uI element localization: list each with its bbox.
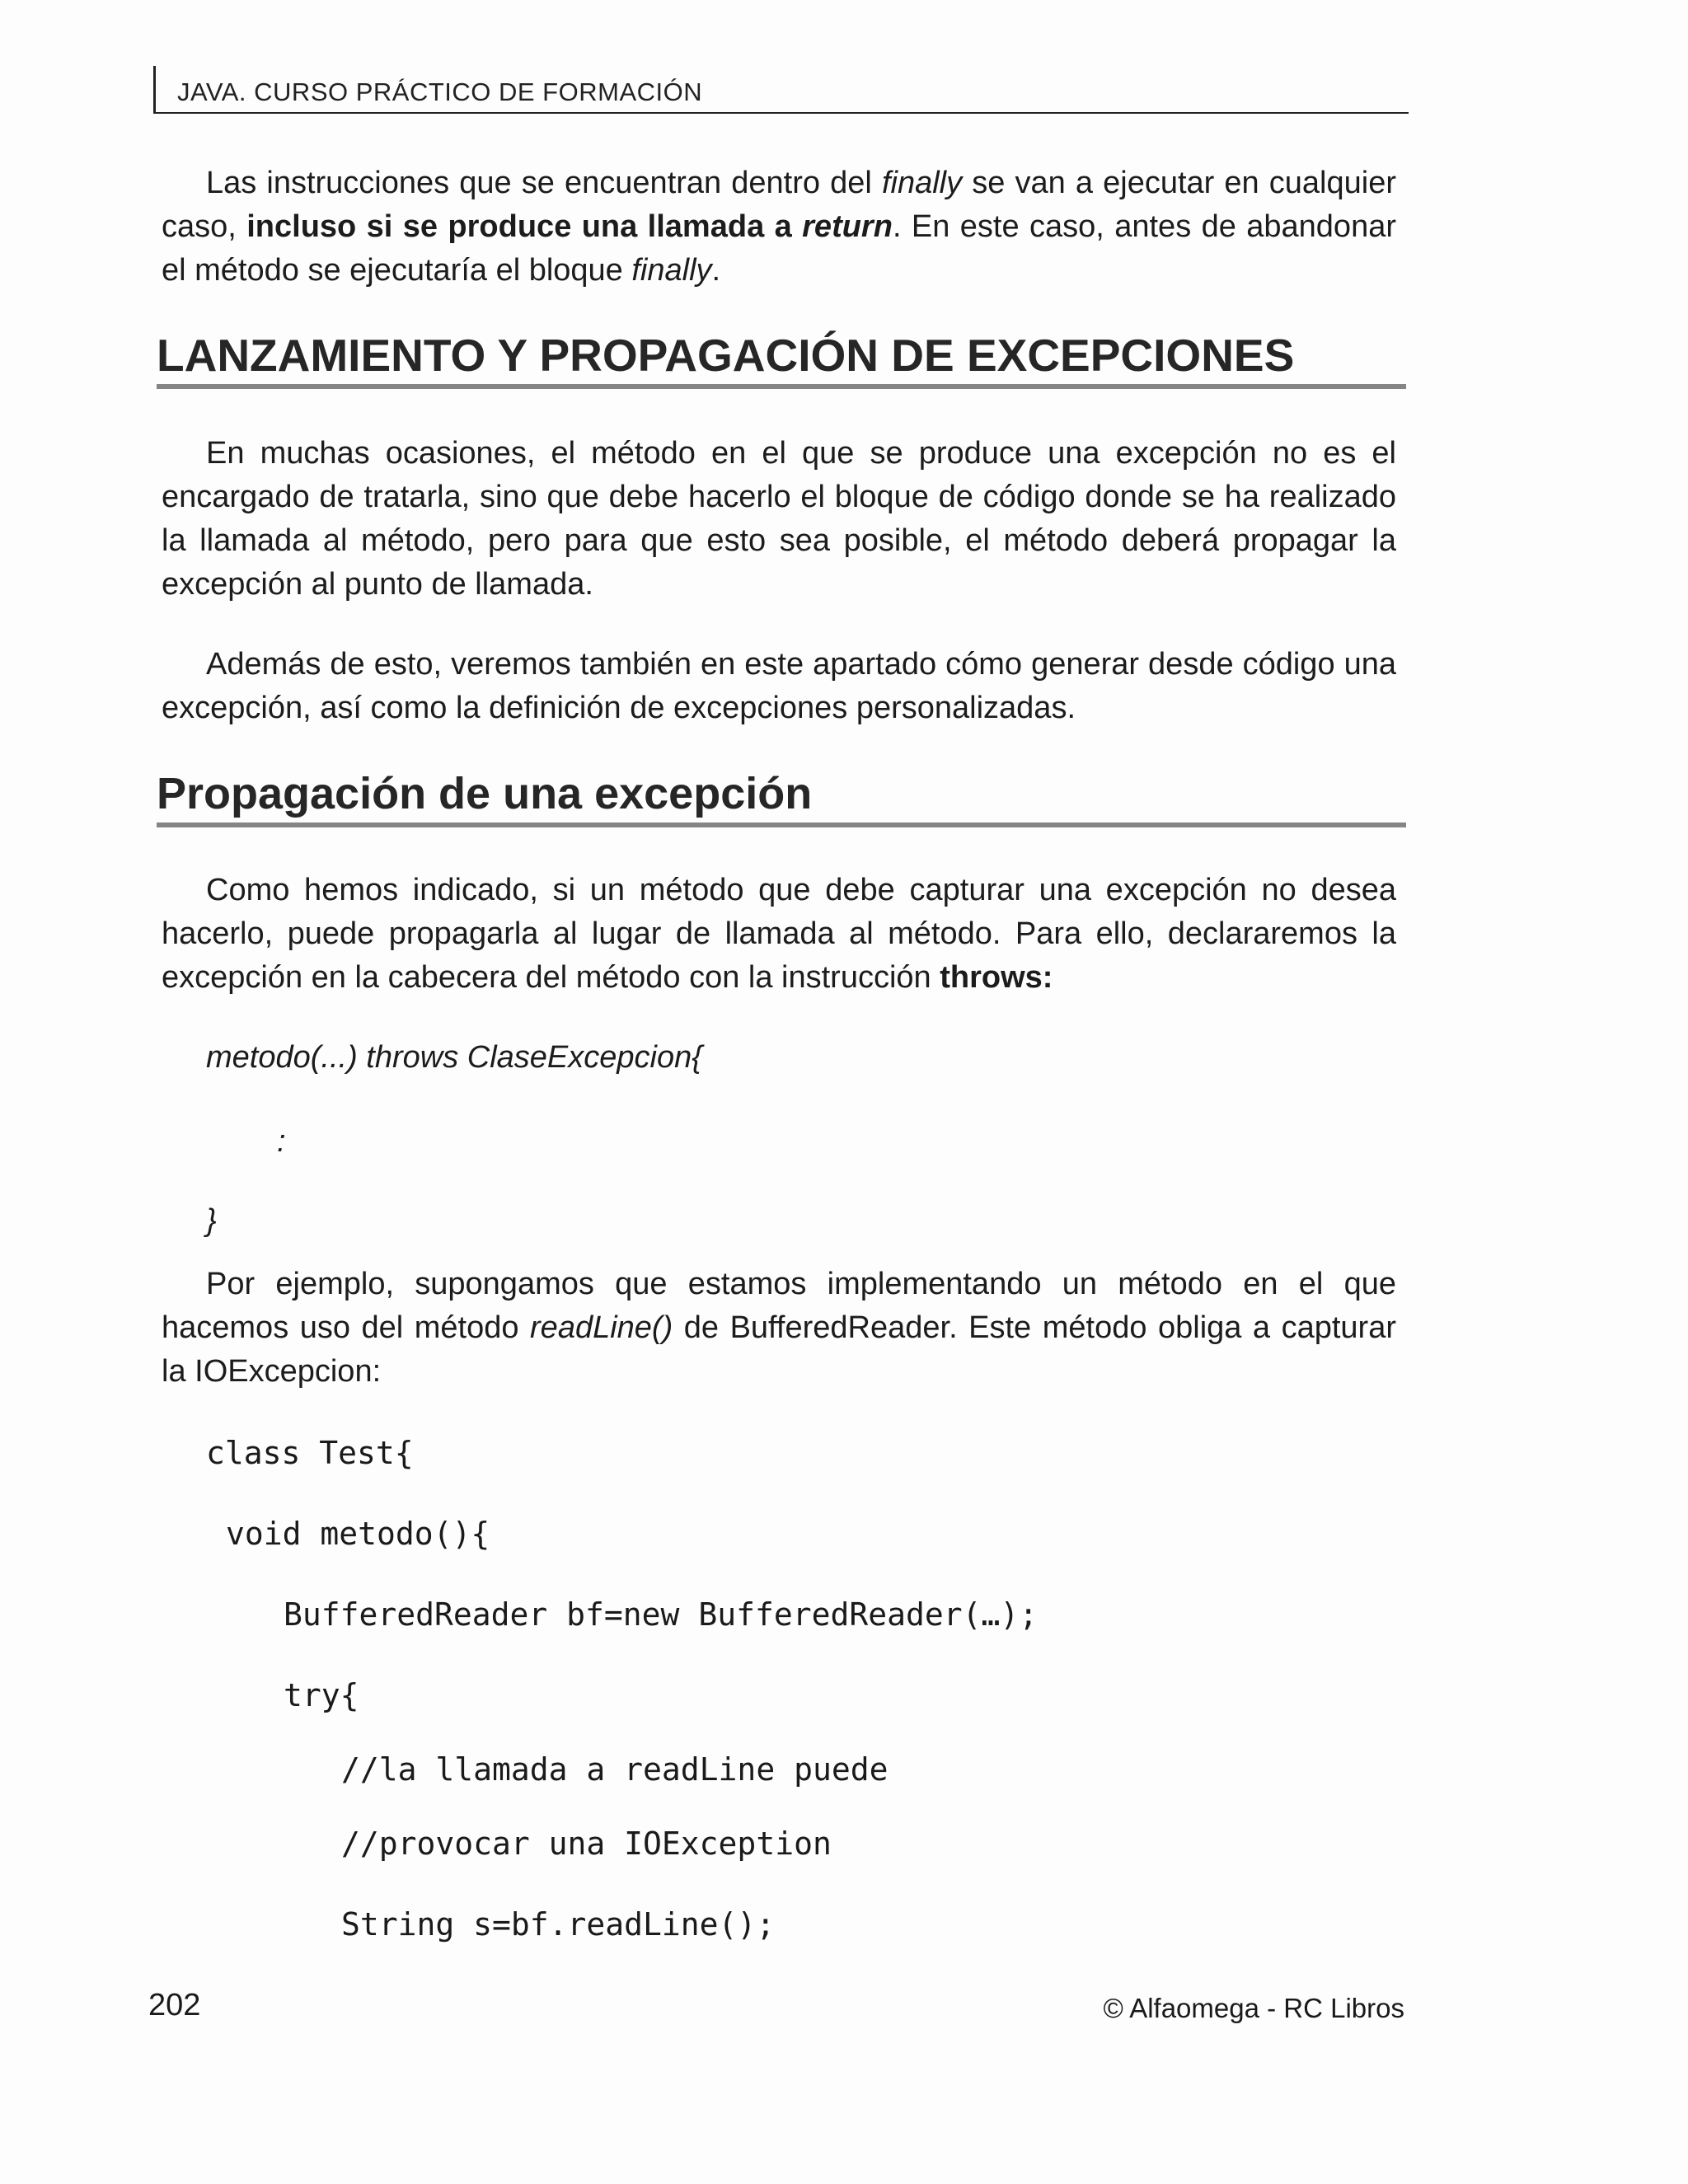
paragraph-example — [162, 1263, 1396, 1394]
bold-keyword: throws: — [940, 960, 1053, 995]
code-line: //provocar una IOException — [341, 1825, 832, 1862]
syntax-line-signature: metodo(...) throws ClaseExcepcion{ — [206, 1040, 702, 1075]
running-head — [153, 66, 1409, 114]
syntax-line-close: } — [206, 1203, 217, 1238]
copyright-notice: © Alfaomega - RC Libros — [1103, 1993, 1404, 2023]
text-run: Como hemos indicado, si un método que debe capturar una excepción no desea hacerlo, puede propagarla al lugar de llamada al método. Para ello, declararemos la excepción en la cabecera del método con la instrucción — [162, 873, 1396, 995]
subsection-heading: Propagación de una excepción — [157, 765, 1406, 827]
text-run: Por ejemplo, supongamos que estamos implementando un método en el que hacemos uso del método — [162, 1267, 1396, 1345]
code-line: String s=bf.readLine(); — [341, 1906, 776, 1943]
section-heading: LANZAMIENTO Y PROPAGACIÓN DE EXCEPCIONES — [157, 326, 1406, 389]
code-line: BufferedReader bf=new BufferedReader(…); — [284, 1596, 1039, 1633]
paragraph-finally — [162, 162, 1396, 293]
code-line: void metodo(){ — [226, 1516, 490, 1552]
page-number: 202 — [148, 1988, 201, 2022]
bold-italic-term: return — [802, 209, 893, 244]
code-line: //la llamada a readLine puede — [341, 1751, 889, 1788]
code-line: try{ — [284, 1677, 359, 1713]
text-run: Las instrucciones que se encuentran dentro del — [206, 166, 882, 200]
text-run: se van a ejecutar en cualquier caso, — [162, 166, 1397, 244]
text-run: . En este caso, antes de abandonar el método se ejecutaría el bloque — [162, 209, 1396, 288]
paragraph-throws — [162, 869, 1396, 1000]
italic-term: readLine() — [530, 1310, 673, 1345]
bold-phrase — [246, 209, 893, 244]
text-run: de BufferedReader. Este método obliga a capturar la IOExcepcion: — [162, 1310, 1396, 1389]
syntax-line-ellipsis: : — [277, 1124, 286, 1159]
bold-text: incluso si se produce una llamada a — [246, 209, 803, 244]
code-line: class Test{ — [206, 1435, 414, 1471]
italic-term: finally — [631, 253, 712, 288]
paragraph-throw-intro: Además de esto, veremos también en este apartado cómo generar desde código una excepción, así como la definición de excepciones personalizadas. — [162, 647, 1396, 725]
paragraph-propagation-intro: En muchas ocasiones, el método en el que se produce una excepción no es el encargado de tratarla, sino que debe hacerlo el bloque de código donde se ha realizado la llamada al método, pero para que esto sea posible, el método deberá propagar la excepción al punto de llamada. — [162, 436, 1396, 602]
text-run: . — [711, 253, 721, 288]
italic-term: finally — [881, 166, 963, 200]
running-head-title: JAVA. CURSO PRÁCTICO DE FORMACIÓN — [177, 77, 703, 106]
